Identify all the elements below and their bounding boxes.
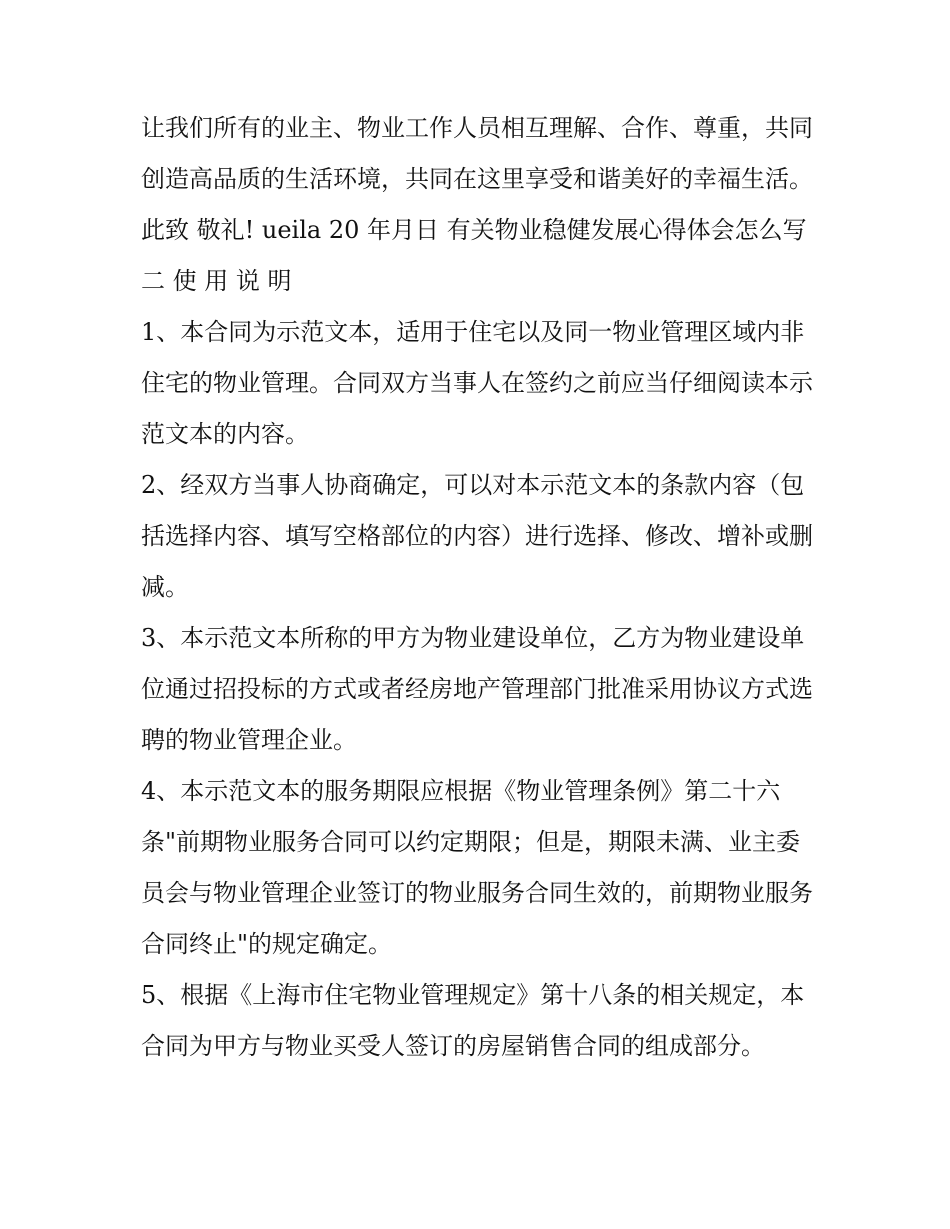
paragraph-note-2: 2、经双方当事人协商确定，可以对本示范文本的条款内容（包括选择内容、填写空格部位的内容）进行选择、修改、增补或删减。 xyxy=(141,471,813,601)
paragraph-note-1: 1、本合同为示范文本，适用于住宅以及同一物业管理区域内非住宅的物业管理。合同双方当事人在签约之前应当仔细阅读本示范文本的内容。 xyxy=(141,318,813,448)
paragraph-note-3: 3、本示范文本所称的甲方为物业建设单位，乙方为物业建设单位通过招投标的方式或者经房地产管理部门批准采用协议方式选聘的物业管理企业。 xyxy=(141,624,813,754)
paragraph-closing-wish: 让我们所有的业主、物业工作人员相互理解、合作、尊重，共同创造高品质的生活环境，共同在这里享受和谐美好的幸福生活。 xyxy=(141,114,813,193)
document-body xyxy=(141,103,821,1072)
paragraph-note-5: 5、根据《上海市住宅物业管理规定》第十八条的相关规定，本合同为甲方与物业买受人签订的房屋销售合同的组成部分。 xyxy=(141,981,805,1060)
section-heading-usage-notes: 二 使 用 说 明 xyxy=(141,267,292,295)
paragraph-salutation: 此致 敬礼! ueila 20 年月日 有关物业稳健发展心得体会怎么写 xyxy=(141,216,807,244)
paragraph-note-4: 4、本示范文本的服务期限应根据《物业管理条例》第二十六条"前期物业服务合同可以约定期限；但是，期限未满、业主委员会与物业管理企业签订的物业服务合同生效的，前期物业服务合同终止"的规定确定。 xyxy=(141,777,813,958)
